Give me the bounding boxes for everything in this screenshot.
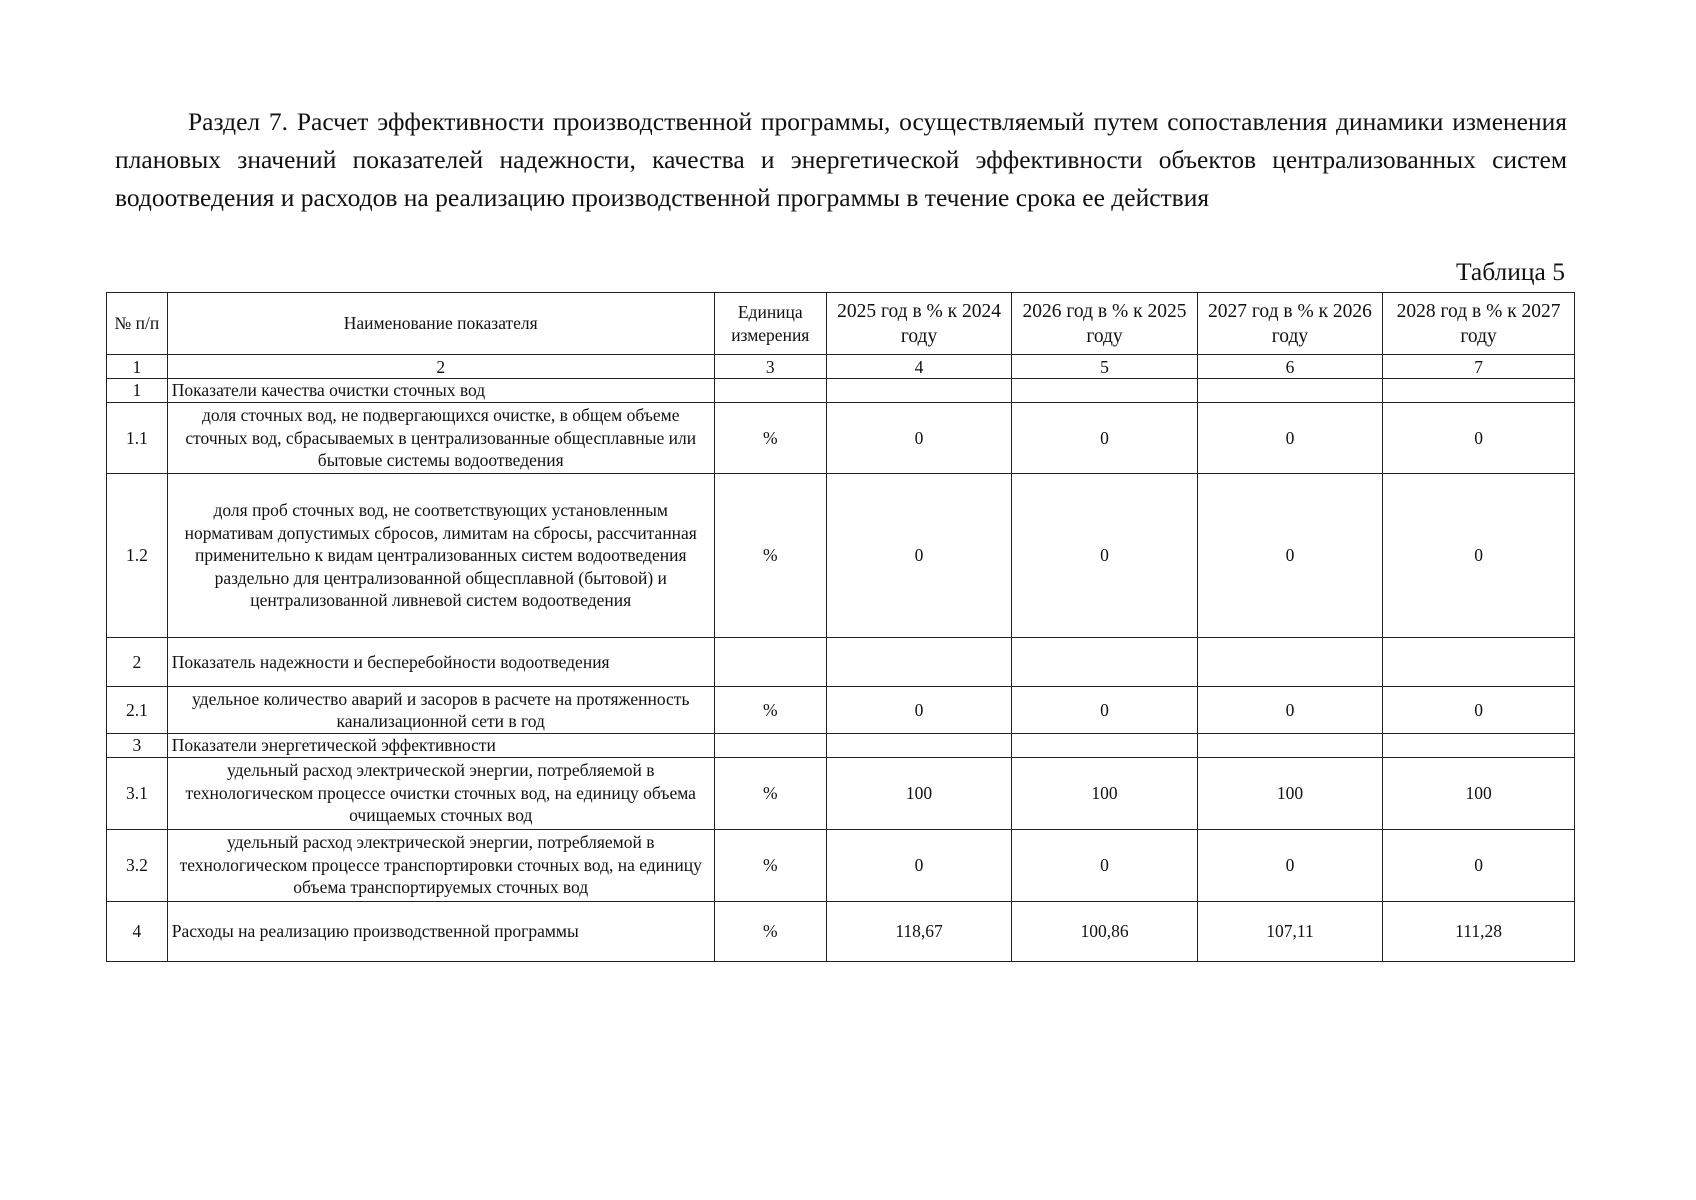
row-indicator-name: Показатели энергетической эффективности [167, 734, 714, 758]
row-unit [714, 379, 826, 403]
row-unit: % [714, 474, 826, 638]
table-row [107, 474, 1575, 638]
efficiency-table [106, 292, 1575, 962]
column-number: 5 [1012, 355, 1197, 379]
row-unit: % [714, 687, 826, 734]
row-indicator-name: удельный расход электрической энергии, потребляемой в технологическом процессе транспортировки сточных вод, на единицу объема транспортируемых сточных вод [167, 829, 714, 901]
row-unit: % [714, 403, 826, 474]
header-row [107, 293, 1575, 355]
row-value-2025 [826, 638, 1011, 687]
row-value-2025: 0 [826, 474, 1011, 638]
row-value-2028: 0 [1383, 474, 1575, 638]
row-number: 3 [107, 734, 168, 758]
header-name: Наименование показателя [167, 293, 714, 355]
column-number-row [107, 355, 1575, 379]
row-indicator-name: Показатель надежности и бесперебойности водоотведения [167, 638, 714, 687]
row-indicator-name: Показатели качества очистки сточных вод [167, 379, 714, 403]
row-value-2028: 0 [1383, 829, 1575, 901]
row-value-2027: 0 [1197, 687, 1382, 734]
table-row [107, 403, 1575, 474]
table-caption: Таблица 5 [1455, 257, 1565, 286]
row-number: 3.2 [107, 829, 168, 901]
row-indicator-name: удельный расход электрической энергии, потребляемой в технологическом процессе очистки сточных вод, на единицу объема очищаемых сточных вод [167, 757, 714, 829]
header-2026: 2026 год в % к 2025 году [1012, 293, 1197, 355]
table-row [107, 687, 1575, 734]
row-number: 2.1 [107, 687, 168, 734]
table-row [107, 829, 1575, 901]
row-unit [714, 734, 826, 758]
row-value-2028 [1383, 379, 1575, 403]
row-value-2025 [826, 379, 1011, 403]
row-value-2025: 0 [826, 687, 1011, 734]
column-number: 6 [1197, 355, 1382, 379]
column-number: 2 [167, 355, 714, 379]
row-indicator-name: удельное количество аварий и засоров в расчете на протяженность канализационной сети в год [167, 687, 714, 734]
row-indicator-name: Расходы на реализацию производственной программы [167, 901, 714, 961]
row-value-2026 [1012, 734, 1197, 758]
row-value-2028: 100 [1383, 757, 1575, 829]
row-value-2025 [826, 734, 1011, 758]
column-number: 3 [714, 355, 826, 379]
row-unit [714, 638, 826, 687]
row-value-2026: 0 [1012, 687, 1197, 734]
row-value-2026: 100,86 [1012, 901, 1197, 961]
table-row [107, 901, 1575, 961]
header-unit: Единица измерения [714, 293, 826, 355]
row-value-2027: 0 [1197, 829, 1382, 901]
row-value-2026 [1012, 638, 1197, 687]
row-value-2026: 0 [1012, 474, 1197, 638]
row-value-2028: 111,28 [1383, 901, 1575, 961]
row-value-2027: 0 [1197, 474, 1382, 638]
row-unit: % [714, 829, 826, 901]
row-value-2027 [1197, 734, 1382, 758]
row-value-2026 [1012, 379, 1197, 403]
header-2027: 2027 год в % к 2026 году [1197, 293, 1382, 355]
row-number: 2 [107, 638, 168, 687]
row-value-2025: 0 [826, 403, 1011, 474]
table-row [107, 734, 1575, 758]
table-row [107, 757, 1575, 829]
row-value-2028: 0 [1383, 403, 1575, 474]
header-2028: 2028 год в % к 2027 году [1383, 293, 1575, 355]
row-unit: % [714, 757, 826, 829]
row-value-2025: 118,67 [826, 901, 1011, 961]
table-row [107, 638, 1575, 687]
row-number: 1.1 [107, 403, 168, 474]
column-number: 4 [826, 355, 1011, 379]
row-value-2028 [1383, 734, 1575, 758]
row-number: 3.1 [107, 757, 168, 829]
row-value-2028: 0 [1383, 687, 1575, 734]
table-row [107, 379, 1575, 403]
row-value-2026: 0 [1012, 829, 1197, 901]
section-heading: Раздел 7. Расчет эффективности производственной программы, осуществляемый путем сопоставления динамики изменения плановых значений показателей надежности, качества и энергетической эффективности объектов централизованных систем водоотведения и расходов на реализацию производственной программы в течение срока ее действия [115, 107, 1567, 212]
row-value-2027: 0 [1197, 403, 1382, 474]
row-value-2027 [1197, 638, 1382, 687]
column-number: 1 [107, 355, 168, 379]
header-2025: 2025 год в % к 2024 году [826, 293, 1011, 355]
row-value-2027 [1197, 379, 1382, 403]
row-value-2026: 0 [1012, 403, 1197, 474]
column-number: 7 [1383, 355, 1575, 379]
row-unit: % [714, 901, 826, 961]
row-value-2028 [1383, 638, 1575, 687]
row-value-2025: 100 [826, 757, 1011, 829]
row-number: 1.2 [107, 474, 168, 638]
row-value-2027: 100 [1197, 757, 1382, 829]
row-number: 4 [107, 901, 168, 961]
row-indicator-name: доля проб сточных вод, не соответствующих установленным нормативам допустимых сбросов, лимитам на сбросы, рассчитанная применительно к видам централизованных систем водоотведения раздельно для централизованной общесплавной (бытовой) и централизованной ливневой систем водоотведения [167, 474, 714, 638]
row-value-2027: 107,11 [1197, 901, 1382, 961]
header-no: № п/п [107, 293, 168, 355]
row-number: 1 [107, 379, 168, 403]
row-value-2026: 100 [1012, 757, 1197, 829]
row-value-2025: 0 [826, 829, 1011, 901]
row-indicator-name: доля сточных вод, не подвергающихся очистке, в общем объеме сточных вод, сбрасываемых в централизованные общесплавные или бытовые системы водоотведения [167, 403, 714, 474]
